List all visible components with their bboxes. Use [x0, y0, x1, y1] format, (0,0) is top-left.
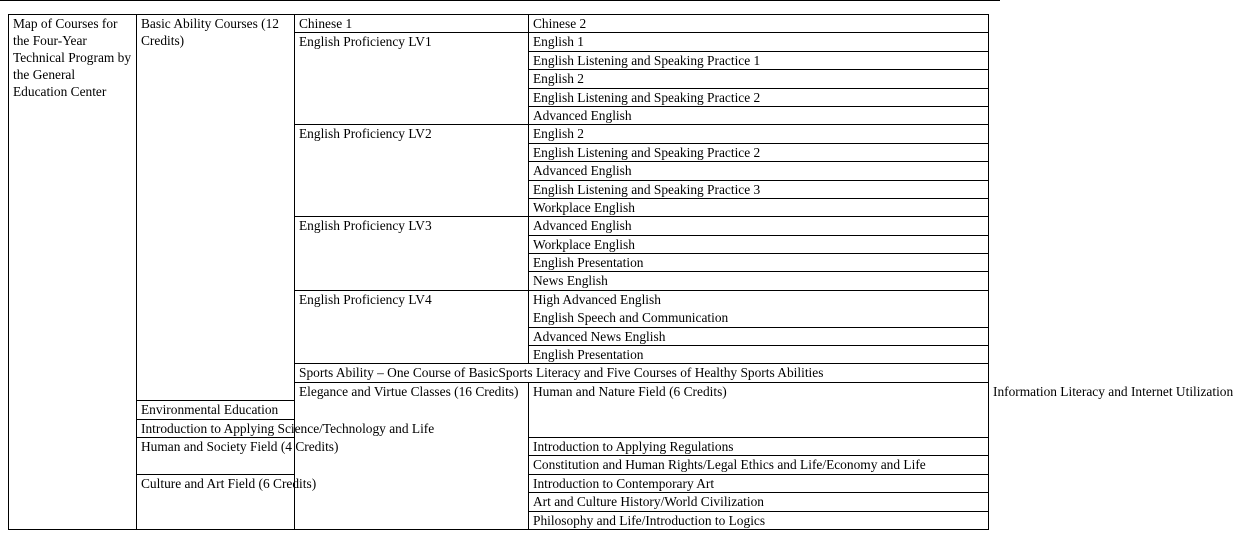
- course-cell: Philosophy and Life/Introduction to Logics: [529, 511, 989, 529]
- course-cell: Environmental Education: [137, 401, 295, 419]
- course-cell: English Listening and Speaking Practice 3: [529, 180, 989, 198]
- course-cell: English Presentation: [529, 346, 989, 364]
- course-cell: English 1: [529, 33, 989, 51]
- course-cell: Introduction to Contemporary Art: [529, 474, 989, 492]
- course-cell: Chinese 2: [529, 15, 989, 33]
- course-cell: Introduction to Applying Regulations: [529, 437, 989, 455]
- category-cell: English Proficiency LV3: [295, 217, 529, 291]
- course-cell: Advanced News English: [529, 327, 989, 345]
- course-cell: Art and Culture History/World Civilization: [529, 493, 989, 511]
- basic-ability-label: Basic Ability Courses (12 Credits): [137, 15, 295, 401]
- course-cell: English Speech and Communication: [529, 309, 989, 327]
- sports-left-text: Sports Ability – One Course of Basic: [299, 365, 499, 381]
- course-map-table: [8, 14, 1233, 530]
- table-row: Elegance and Virtue Classes (16 Credits) Human and Nature Field (6 Credits) Information Literacy and Internet Utilization: [9, 382, 989, 400]
- category-cell: English Proficiency LV1: [295, 33, 529, 125]
- course-cell: Advanced English: [529, 217, 989, 235]
- course-cell: Advanced English: [529, 106, 989, 124]
- course-cell: English 2: [529, 70, 989, 88]
- sports-right-text: Sports Literacy and Five Courses of Healthy Sports Abilities: [498, 365, 824, 381]
- top-rule: [0, 0, 1000, 1]
- category-cell: Culture and Art Field (6 Credits): [137, 474, 295, 529]
- category-cell: Human and Society Field (4 Credits): [137, 437, 295, 474]
- elegance-virtue-label: Elegance and Virtue Classes (16 Credits): [295, 382, 529, 529]
- course-cell: High Advanced English: [529, 290, 989, 308]
- category-cell: English Proficiency LV2: [295, 125, 529, 217]
- category-cell: English Proficiency LV4: [295, 290, 529, 364]
- category-cell: Chinese 1: [295, 15, 529, 33]
- course-cell: English Listening and Speaking Practice 2: [529, 88, 989, 106]
- course-cell: English Listening and Speaking Practice 1: [529, 51, 989, 69]
- course-cell: English 2: [529, 125, 989, 143]
- course-cell: Workplace English: [529, 235, 989, 253]
- course-cell: News English: [529, 272, 989, 290]
- sports-ability-cell: [295, 364, 989, 382]
- program-title: Map of Courses for the Four-Year Technical Program by the General Education Center: [9, 15, 137, 530]
- course-cell: Workplace English: [529, 198, 989, 216]
- course-cell: Introduction to Applying Science/Technology and Life: [137, 419, 295, 437]
- table-row: [9, 15, 989, 33]
- course-cell: Constitution and Human Rights/Legal Ethics and Life/Economy and Life: [529, 456, 989, 474]
- course-cell: English Presentation: [529, 254, 989, 272]
- course-cell: English Listening and Speaking Practice 2: [529, 143, 989, 161]
- course-cell: Advanced English: [529, 162, 989, 180]
- category-cell: Human and Nature Field (6 Credits): [529, 382, 989, 437]
